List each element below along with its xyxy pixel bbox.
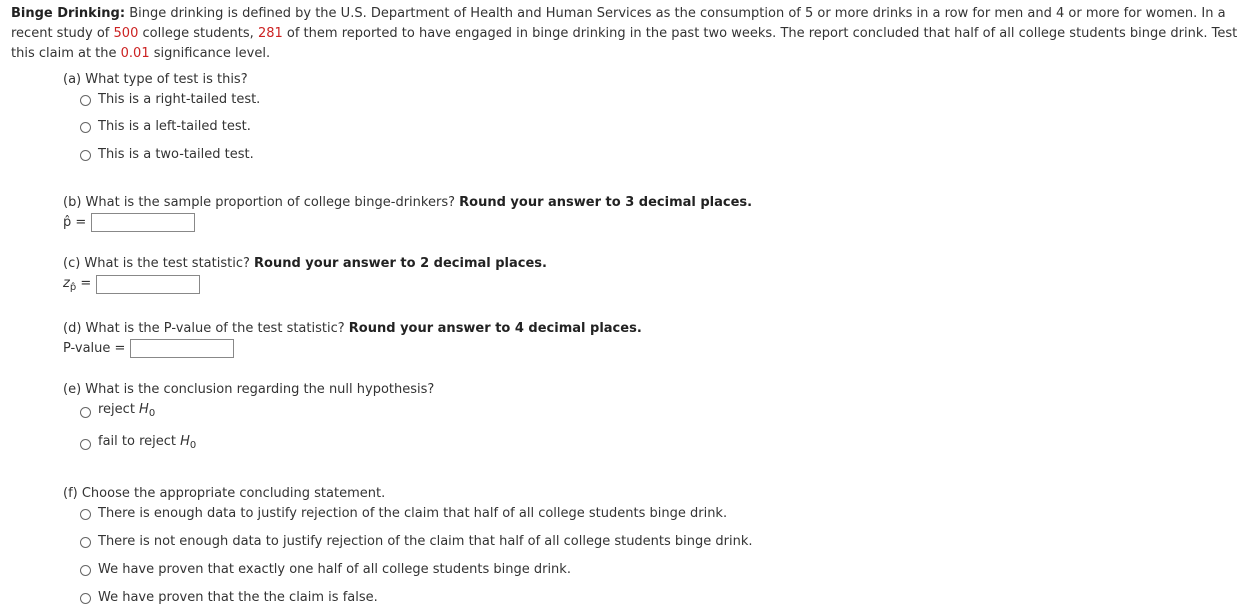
p-hat-label: p̂ = [63, 215, 87, 230]
problem-title: Binge Drinking: [11, 6, 126, 21]
p-value-field [63, 339, 234, 358]
radio-button[interactable] [80, 439, 91, 450]
option-label: reject $H_0$ [98, 402, 156, 419]
question-f: (f) Choose the appropriate concluding statement. [63, 486, 386, 501]
option-not-enough-data[interactable] [80, 532, 753, 552]
z-input[interactable] [96, 275, 200, 294]
radio-button[interactable] [80, 509, 91, 520]
option-label: fail to reject $H_0$ [98, 434, 197, 451]
test-statistic-field [63, 275, 200, 294]
question-d-instruction: Round your answer to 4 decimal places. [348, 321, 642, 336]
option-proven-false[interactable] [80, 588, 378, 608]
problem-statement [11, 4, 1243, 64]
radio-button[interactable] [80, 407, 91, 418]
intro-text-2: college students, [138, 26, 258, 41]
option-label: We have proven that the the claim is false. [98, 590, 378, 605]
question-c-instruction: Round your answer to 2 decimal places. [254, 256, 547, 271]
sample-size: 500 [113, 26, 139, 41]
radio-button[interactable] [80, 537, 91, 548]
p-value-label: P-value = [63, 341, 126, 356]
option-left-tailed[interactable] [80, 117, 251, 137]
question-c [63, 254, 547, 274]
radio-button[interactable] [80, 593, 91, 604]
question-e: (e) What is the conclusion regarding the null hypothesis? [63, 382, 435, 397]
intro-text-3: of them reported to have engaged in binge drinking in the past two weeks. The report concluded that half of all college students binge drink. Test this claim at the [11, 26, 1238, 61]
radio-button[interactable] [80, 122, 91, 133]
question-b-instruction: Round your answer to 3 decimal places. [459, 195, 753, 210]
option-proven-half[interactable] [80, 560, 571, 580]
option-label: There is enough data to justify rejection of the claim that half of all college students binge drink. [98, 506, 728, 521]
intro-text-4: significance level. [149, 46, 271, 61]
option-two-tailed[interactable] [80, 145, 254, 165]
p-hat-input[interactable] [91, 213, 195, 232]
intro-text-1: Binge drinking is defined by the U.S. Department of Health and Human Services as the consumption of 5 or more drinks in a row for men and 4 or more for women. In a recent study of [11, 6, 1226, 41]
option-label: We have proven that exactly one half of all college students binge drink. [98, 562, 571, 577]
option-label: This is a right-tailed test. [98, 92, 261, 107]
significance-level: 0.01 [120, 46, 150, 61]
radio-button[interactable] [80, 150, 91, 161]
radio-button[interactable] [80, 565, 91, 576]
question-b [63, 193, 752, 213]
question-a: (a) What type of test is this? [63, 72, 248, 87]
radio-button[interactable] [80, 95, 91, 106]
option-fail-to-reject-h0[interactable] [80, 432, 196, 456]
question-d [63, 319, 642, 339]
option-enough-data[interactable] [80, 504, 727, 524]
sample-proportion-field [63, 213, 195, 232]
option-label: This is a two-tailed test. [98, 147, 254, 162]
question-c-text: (c) What is the test statistic? [63, 256, 250, 271]
option-label: This is a left-tailed test. [98, 119, 251, 134]
option-right-tailed[interactable] [80, 90, 260, 110]
option-reject-h0[interactable] [80, 400, 155, 424]
question-d-text: (d) What is the P-value of the test statistic? [63, 321, 345, 336]
binge-count: 281 [257, 26, 283, 41]
option-label: There is not enough data to justify rejection of the claim that half of all college students binge drink. [98, 534, 753, 549]
z-label: $z_{p̂}$ = [63, 276, 92, 293]
p-value-input[interactable] [130, 339, 234, 358]
question-b-text: (b) What is the sample proportion of college binge-drinkers? [63, 195, 455, 210]
